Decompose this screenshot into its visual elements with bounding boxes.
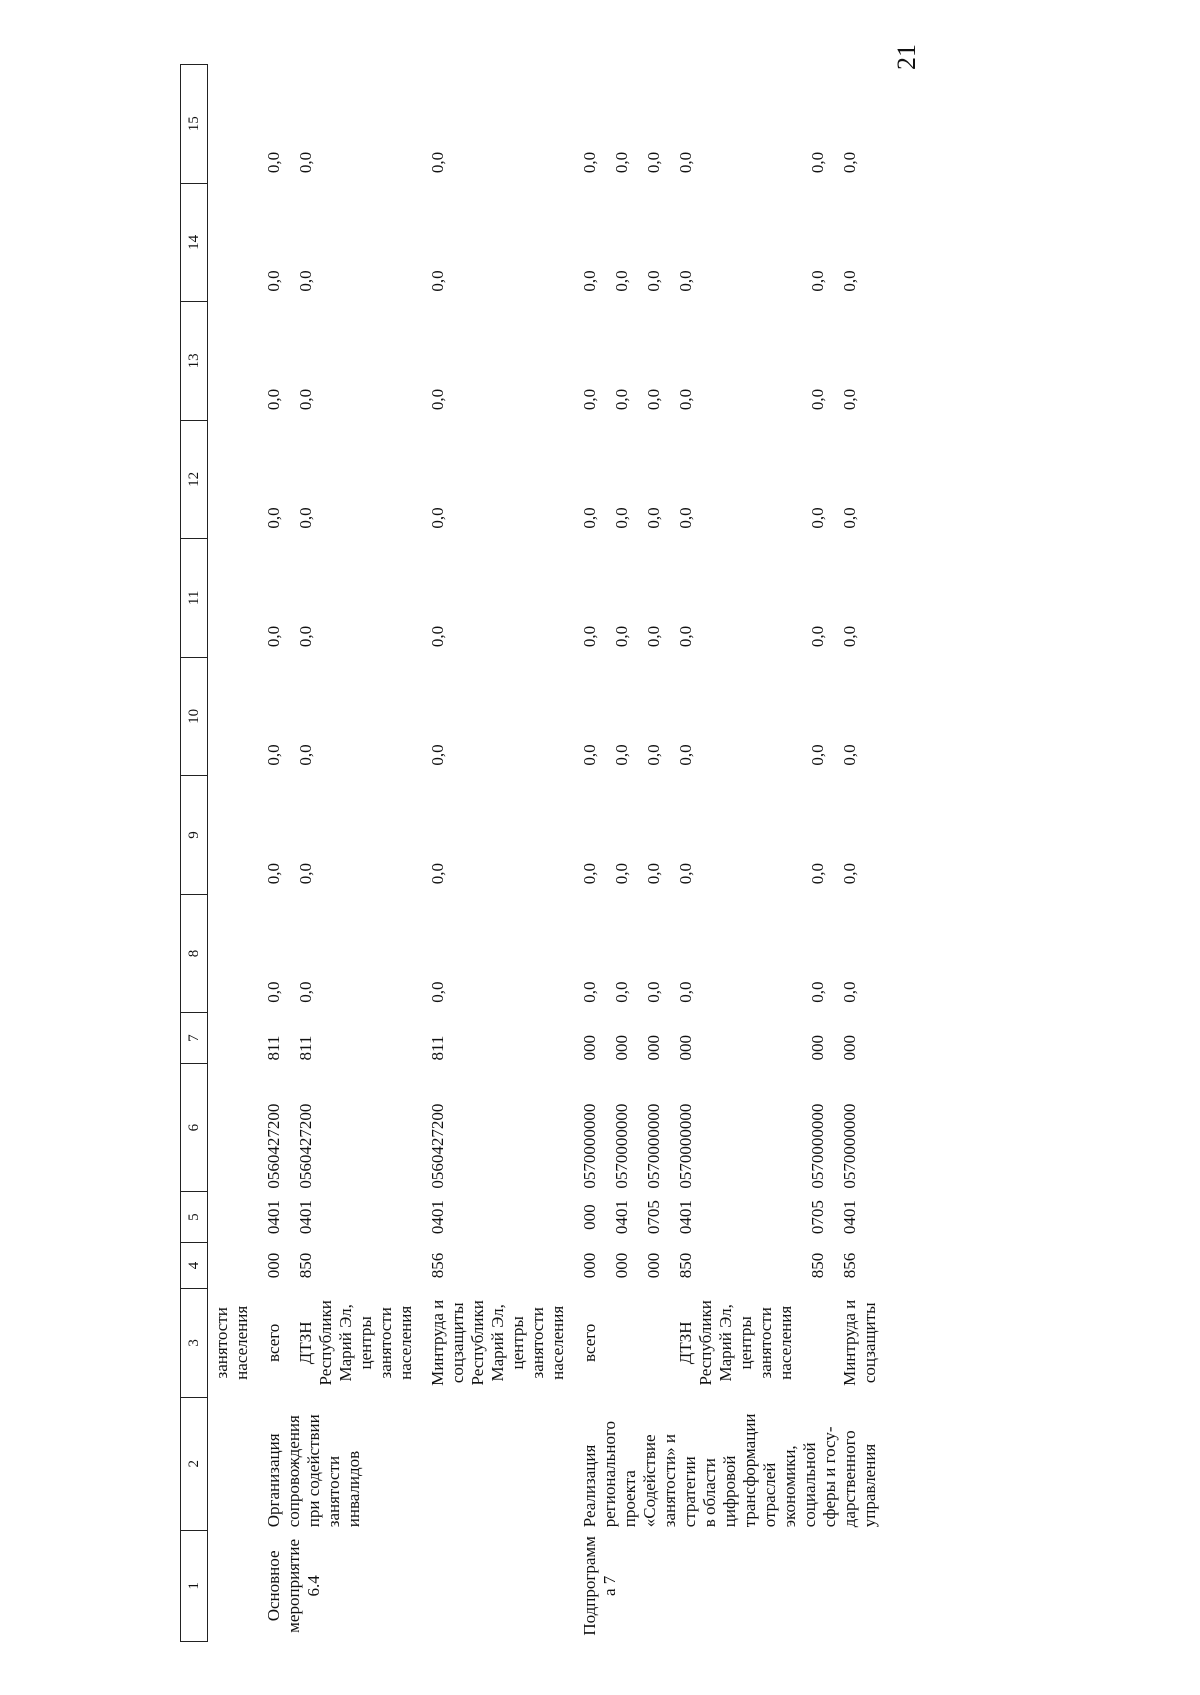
title-line: сферы и госу- bbox=[820, 1426, 839, 1528]
value-cell: 0,0 bbox=[580, 744, 599, 766]
value-cell: 0,0 bbox=[612, 507, 631, 529]
title-line: в области bbox=[700, 1458, 719, 1528]
value-cell: 0,0 bbox=[644, 151, 663, 174]
value-cell: 0,0 bbox=[428, 270, 447, 292]
value-cell: 0,0 bbox=[612, 270, 631, 292]
title-line: экономики, bbox=[780, 1445, 799, 1528]
value-cell: 0,0 bbox=[644, 388, 663, 411]
grbs-code: 000 bbox=[612, 1252, 631, 1279]
value-cell: 0,0 bbox=[296, 744, 315, 766]
value-cell: 0,0 bbox=[644, 507, 663, 529]
value-cell: 0,0 bbox=[644, 625, 663, 648]
table-row bbox=[257, 65, 289, 1642]
value-cell: 0,0 bbox=[428, 625, 447, 648]
value-cell: 0,0 bbox=[296, 151, 315, 174]
row-title bbox=[573, 1397, 885, 1530]
value-cell: 0,0 bbox=[644, 744, 663, 766]
target-article-code: 0560427200 bbox=[264, 1103, 283, 1189]
main-event-section bbox=[257, 65, 573, 1642]
expense-type-code: 000 bbox=[612, 1034, 631, 1061]
executor-cell bbox=[801, 1288, 833, 1397]
column-number: 9 bbox=[181, 776, 208, 895]
grbs-code: 000 bbox=[644, 1252, 663, 1279]
target-article-code: 0570000000 bbox=[612, 1103, 631, 1189]
value-cell: 0,0 bbox=[840, 151, 859, 174]
value-cell: 0,0 bbox=[612, 151, 631, 174]
section-code: 0401 bbox=[676, 1200, 695, 1235]
expense-type-code: 811 bbox=[428, 1035, 447, 1061]
value-cell: 0,0 bbox=[580, 151, 599, 174]
title-line: управления bbox=[860, 1443, 879, 1528]
column-number: 1 bbox=[181, 1530, 208, 1641]
value-cell: 0,0 bbox=[428, 388, 447, 411]
expense-type-code: 000 bbox=[580, 1034, 599, 1061]
value-cell: 0,0 bbox=[580, 270, 599, 292]
value-cell: 0,0 bbox=[428, 862, 447, 885]
expense-type-code: 000 bbox=[644, 1034, 663, 1061]
rotated-table-container bbox=[180, 64, 1046, 1642]
section-code: 0705 bbox=[644, 1200, 663, 1235]
value-cell: 0,0 bbox=[840, 270, 859, 292]
value-cell: 0,0 bbox=[840, 744, 859, 766]
value-cell: 0,0 bbox=[808, 744, 827, 766]
target-article-code: 0570000000 bbox=[676, 1103, 695, 1189]
column-number: 2 bbox=[181, 1397, 208, 1530]
value-cell: 0,0 bbox=[676, 862, 695, 885]
section-code: 0401 bbox=[612, 1200, 631, 1235]
executor-cell bbox=[605, 1288, 637, 1397]
section-code: 0401 bbox=[264, 1200, 283, 1235]
value-cell: 0,0 bbox=[840, 507, 859, 529]
expense-type-code: 811 bbox=[264, 1035, 283, 1061]
grbs-code: 000 bbox=[264, 1252, 283, 1279]
value-cell: 0,0 bbox=[264, 151, 283, 174]
value-cell: 0,0 bbox=[676, 507, 695, 529]
target-article-code: 0570000000 bbox=[644, 1103, 663, 1189]
value-cell: 0,0 bbox=[808, 625, 827, 648]
value-cell: 0,0 bbox=[296, 981, 315, 1003]
value-cell: 0,0 bbox=[808, 507, 827, 529]
value-cell: 0,0 bbox=[676, 151, 695, 174]
grbs-code: 850 bbox=[296, 1252, 315, 1279]
value-cell: 0,0 bbox=[676, 388, 695, 411]
page-number: 21 bbox=[892, 44, 921, 70]
value-cell: 0,0 bbox=[296, 270, 315, 292]
expense-type-code: 000 bbox=[808, 1034, 827, 1061]
target-article-code: 0570000000 bbox=[840, 1103, 859, 1189]
target-article-code: 0570000000 bbox=[808, 1103, 827, 1189]
column-number: 15 bbox=[181, 65, 208, 184]
value-cell: 0,0 bbox=[428, 151, 447, 174]
column-number: 4 bbox=[181, 1242, 208, 1288]
executor-cell: Минтруда и соцзащиты bbox=[840, 1299, 879, 1386]
executor-cell: всего bbox=[264, 1323, 283, 1362]
value-cell: 0,0 bbox=[612, 625, 631, 648]
value-cell: 0,0 bbox=[264, 388, 283, 411]
value-cell: 0,0 bbox=[644, 270, 663, 292]
column-number-row bbox=[181, 65, 208, 1642]
value-cell: 0,0 bbox=[808, 270, 827, 292]
target-article-code: 0570000000 bbox=[580, 1103, 599, 1189]
value-cell: 0,0 bbox=[296, 388, 315, 411]
value-cell: 0,0 bbox=[676, 981, 695, 1003]
grbs-code: 856 bbox=[840, 1252, 859, 1279]
row-code: Основное мероприятие 6.4 bbox=[264, 1538, 323, 1633]
subprogram-section bbox=[573, 65, 885, 1642]
section-code: 000 bbox=[580, 1204, 599, 1230]
value-cell: 0,0 bbox=[840, 625, 859, 648]
title-line: цифровой bbox=[720, 1455, 739, 1528]
value-cell: 0,0 bbox=[580, 625, 599, 648]
value-cell: 0,0 bbox=[840, 862, 859, 885]
title-line: проекта bbox=[620, 1470, 639, 1528]
executor-cell: ДТЗН Республики Марий Эл, центры занятости населения bbox=[296, 1300, 415, 1386]
value-cell: 0,0 bbox=[428, 981, 447, 1003]
expense-type-code: 000 bbox=[676, 1034, 695, 1061]
value-cell: 0,0 bbox=[580, 862, 599, 885]
value-cell: 0,0 bbox=[676, 744, 695, 766]
budget-table bbox=[180, 64, 885, 1642]
column-number: 5 bbox=[181, 1192, 208, 1243]
column-number: 13 bbox=[181, 302, 208, 421]
executor-cell: Минтруда и соцзащиты Республики Марий Эл, центры занятости населения bbox=[428, 1299, 567, 1386]
continued-executor-text: занятости населения bbox=[212, 1305, 251, 1380]
value-cell: 0,0 bbox=[580, 507, 599, 529]
value-cell: 0,0 bbox=[808, 981, 827, 1003]
value-cell: 0,0 bbox=[612, 981, 631, 1003]
title-line: трансформации bbox=[740, 1413, 759, 1528]
column-number: 14 bbox=[181, 183, 208, 302]
value-cell: 0,0 bbox=[676, 270, 695, 292]
title-line: стратегии bbox=[680, 1456, 699, 1528]
title-line: дарственного bbox=[840, 1430, 859, 1528]
section-code: 0705 bbox=[808, 1200, 827, 1235]
value-cell: 0,0 bbox=[428, 507, 447, 529]
row-code: Подпрограмма 7 bbox=[580, 1536, 619, 1636]
expense-type-code: 811 bbox=[296, 1035, 315, 1061]
value-cell: 0,0 bbox=[296, 625, 315, 648]
value-cell: 0,0 bbox=[264, 981, 283, 1003]
value-cell: 0,0 bbox=[264, 625, 283, 648]
section-code: 0401 bbox=[840, 1200, 859, 1235]
value-cell: 0,0 bbox=[264, 270, 283, 292]
value-cell: 0,0 bbox=[612, 862, 631, 885]
column-number: 11 bbox=[181, 539, 208, 658]
title-line: «Содействие bbox=[640, 1434, 659, 1528]
title-line: Реализация bbox=[580, 1444, 599, 1528]
value-cell: 0,0 bbox=[580, 981, 599, 1003]
executor-cell bbox=[637, 1288, 669, 1397]
grbs-code: 850 bbox=[676, 1252, 695, 1279]
value-cell: 0,0 bbox=[644, 862, 663, 885]
value-cell: 0,0 bbox=[612, 744, 631, 766]
value-cell: 0,0 bbox=[264, 507, 283, 529]
section-code: 0401 bbox=[296, 1200, 315, 1235]
target-article-code: 0560427200 bbox=[428, 1103, 447, 1189]
value-cell: 0,0 bbox=[808, 388, 827, 411]
title-line: регионального bbox=[600, 1420, 619, 1528]
title-line: социальной bbox=[800, 1442, 819, 1528]
value-cell: 0,0 bbox=[296, 862, 315, 885]
value-cell: 0,0 bbox=[264, 862, 283, 885]
column-number: 10 bbox=[181, 657, 208, 776]
grbs-code: 850 bbox=[808, 1252, 827, 1279]
executor-cell: всего bbox=[580, 1323, 599, 1362]
grbs-code: 856 bbox=[428, 1252, 447, 1279]
title-line: занятости» и bbox=[660, 1434, 679, 1528]
value-cell: 0,0 bbox=[840, 388, 859, 411]
column-number: 6 bbox=[181, 1063, 208, 1191]
column-number: 8 bbox=[181, 894, 208, 1013]
column-number: 3 bbox=[181, 1288, 208, 1397]
expense-type-code: 000 bbox=[840, 1034, 859, 1061]
value-cell: 0,0 bbox=[580, 388, 599, 411]
value-cell: 0,0 bbox=[840, 981, 859, 1003]
row-title: Организация сопровождения при содействии занятости инвалидов bbox=[264, 1414, 363, 1528]
value-cell: 0,0 bbox=[808, 151, 827, 174]
value-cell: 0,0 bbox=[676, 625, 695, 648]
section-code: 0401 bbox=[428, 1200, 447, 1235]
value-cell: 0,0 bbox=[428, 744, 447, 766]
table-row bbox=[573, 65, 605, 1642]
value-cell: 0,0 bbox=[644, 981, 663, 1003]
target-article-code: 0560427200 bbox=[296, 1103, 315, 1189]
value-cell: 0,0 bbox=[296, 507, 315, 529]
executor-cell: ДТЗН Республики Марий Эл, центры занятости населения bbox=[676, 1300, 795, 1386]
value-cell: 0,0 bbox=[808, 862, 827, 885]
column-number: 12 bbox=[181, 420, 208, 539]
column-number: 7 bbox=[181, 1013, 208, 1064]
value-cell: 0,0 bbox=[612, 388, 631, 411]
continuation-row bbox=[208, 65, 258, 1642]
value-cell: 0,0 bbox=[264, 744, 283, 766]
title-line: отраслей bbox=[760, 1462, 779, 1528]
grbs-code: 000 bbox=[580, 1252, 599, 1279]
